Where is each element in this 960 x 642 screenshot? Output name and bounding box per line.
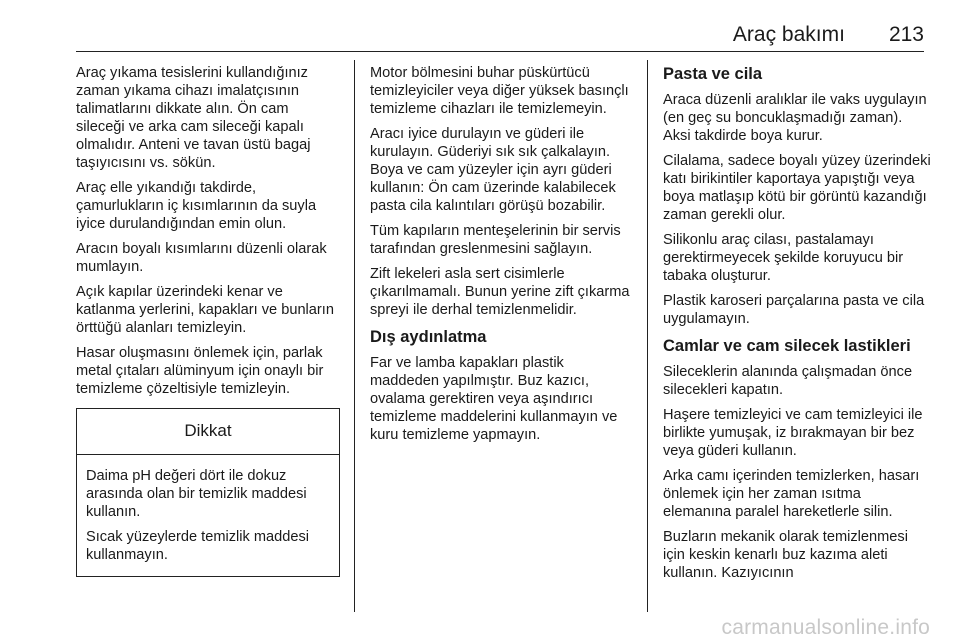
watermark: carmanualsonline.info (721, 616, 930, 639)
column-3 (663, 64, 931, 589)
paragraph: Aracı iyice durulayın ve güderi ile kurulayın. Güderiyi sık sık çalkalayın. Boya ve cam yüzeyler için ayrı güderi kullanın: Ön cam üzerinde kalabilecek pasta cila kalıntıları görüşü bozabilir. (370, 126, 616, 214)
paragraph: Araca düzenli aralıklar ile vaks uygulayın (en geç su boncuklaşmadığı zaman). Aksi takdirde boya kurur. (663, 92, 927, 144)
caution-body (77, 455, 339, 576)
caution-paragraph: Daima pH değeri dört ile dokuz arasında olan bir temizlik maddesi kullanın. (86, 468, 307, 520)
column-divider (647, 60, 648, 612)
paragraph: Araç elle yıkandığı takdirde, çamurlukların iç kısımlarının da suyla iyice durulandığından emin olun. (76, 180, 317, 232)
paragraph: Cilalama, sadece boyalı yüzey üzerindeki katı birikintiler kaportaya yapıştığı veya boya matlaşıp kötü bir görüntü kazandığı zaman gerekli olur. (663, 153, 931, 223)
paragraph: Sileceklerin alanında çalışmadan önce silecekleri kapatın. (663, 364, 913, 398)
page-number: 213 (888, 23, 924, 46)
paragraph: Motor bölmesini buhar püskürtücü temizleyiciler veya diğer yüksek basınçlı temizleme cihazları ile temizlemeyin. (370, 65, 629, 117)
paragraph: Arka camı içerinden temizlerken, hasarı önlemek için her zaman ısıtma elemanına paralel hareketlerle silin. (663, 468, 920, 520)
paragraph: Açık kapılar üzerindeki kenar ve katlanma yerlerini, kapakları ve bunların örttüğü alanları temizleyin. (76, 284, 334, 336)
caution-box (76, 408, 340, 577)
paragraph: Plastik karoseri parçalarına pasta ve cila uygulamayın. (663, 293, 925, 327)
caution-title: Dikkat (77, 409, 339, 455)
paragraph: Zift lekeleri asla sert cisimlerle çıkarılmamalı. Bunun yerine zift çıkarma spreyi ile derhal temizlenmelidir. (370, 266, 630, 318)
paragraph: Hasar oluşmasını önlemek için, parlak metal çıtaları alüminyum için onaylı bir temizleme çözeltisiyle temizleyin. (76, 345, 324, 397)
page-title: Araç bakımı (732, 23, 845, 46)
column-divider (354, 60, 355, 612)
paragraph: Tüm kapıların menteşelerinin bir servis tarafından greslenmesini sağlayın. (370, 223, 621, 257)
section-heading: Pasta ve cila (663, 65, 763, 83)
paragraph: Buzların mekanik olarak temizlenmesi için keskin kenarlı buz kazıma aleti kullanın. Kazıyıcının (663, 529, 908, 581)
paragraph: Aracın boyalı kısımlarını düzenli olarak mumlayın. (76, 241, 327, 275)
section-heading: Camlar ve cam silecek lastikleri (663, 337, 911, 355)
column-1 (76, 64, 340, 577)
paragraph: Silikonlu araç cilası, pastalamayı gerektirmeyecek şekilde koruyucu bir tabaka oluşturur. (663, 232, 904, 284)
paragraph: Haşere temizleyici ve cam temizleyici ile birlikte yumuşak, iz bırakmayan bir bez veya güderi kullanın. (663, 407, 923, 459)
section-heading: Dış aydınlatma (370, 328, 487, 346)
paragraph: Araç yıkama tesislerini kullandığınız zaman yıkama cihazı imalatçısının talimatlarını dikkate alın. Ön cam sileceği ve arka cam sileceği kapalı olmalıdır. Anteni ve tavan üstü bagaj taşıyıcısını vs. sökün. (76, 65, 311, 171)
paragraph: Far ve lamba kapakları plastik maddeden yapılmıştır. Buz kazıcı, ovalama gerektiren veya aşındırıcı temizleme maddelerini kullanmayın ve kuru temizleme yapmayın. (370, 355, 618, 443)
header-rule (76, 51, 924, 52)
caution-paragraph: Sıcak yüzeylerde temizlik maddesi kullanmayın. (86, 529, 310, 563)
column-2 (370, 64, 634, 451)
page-header (733, 22, 924, 48)
